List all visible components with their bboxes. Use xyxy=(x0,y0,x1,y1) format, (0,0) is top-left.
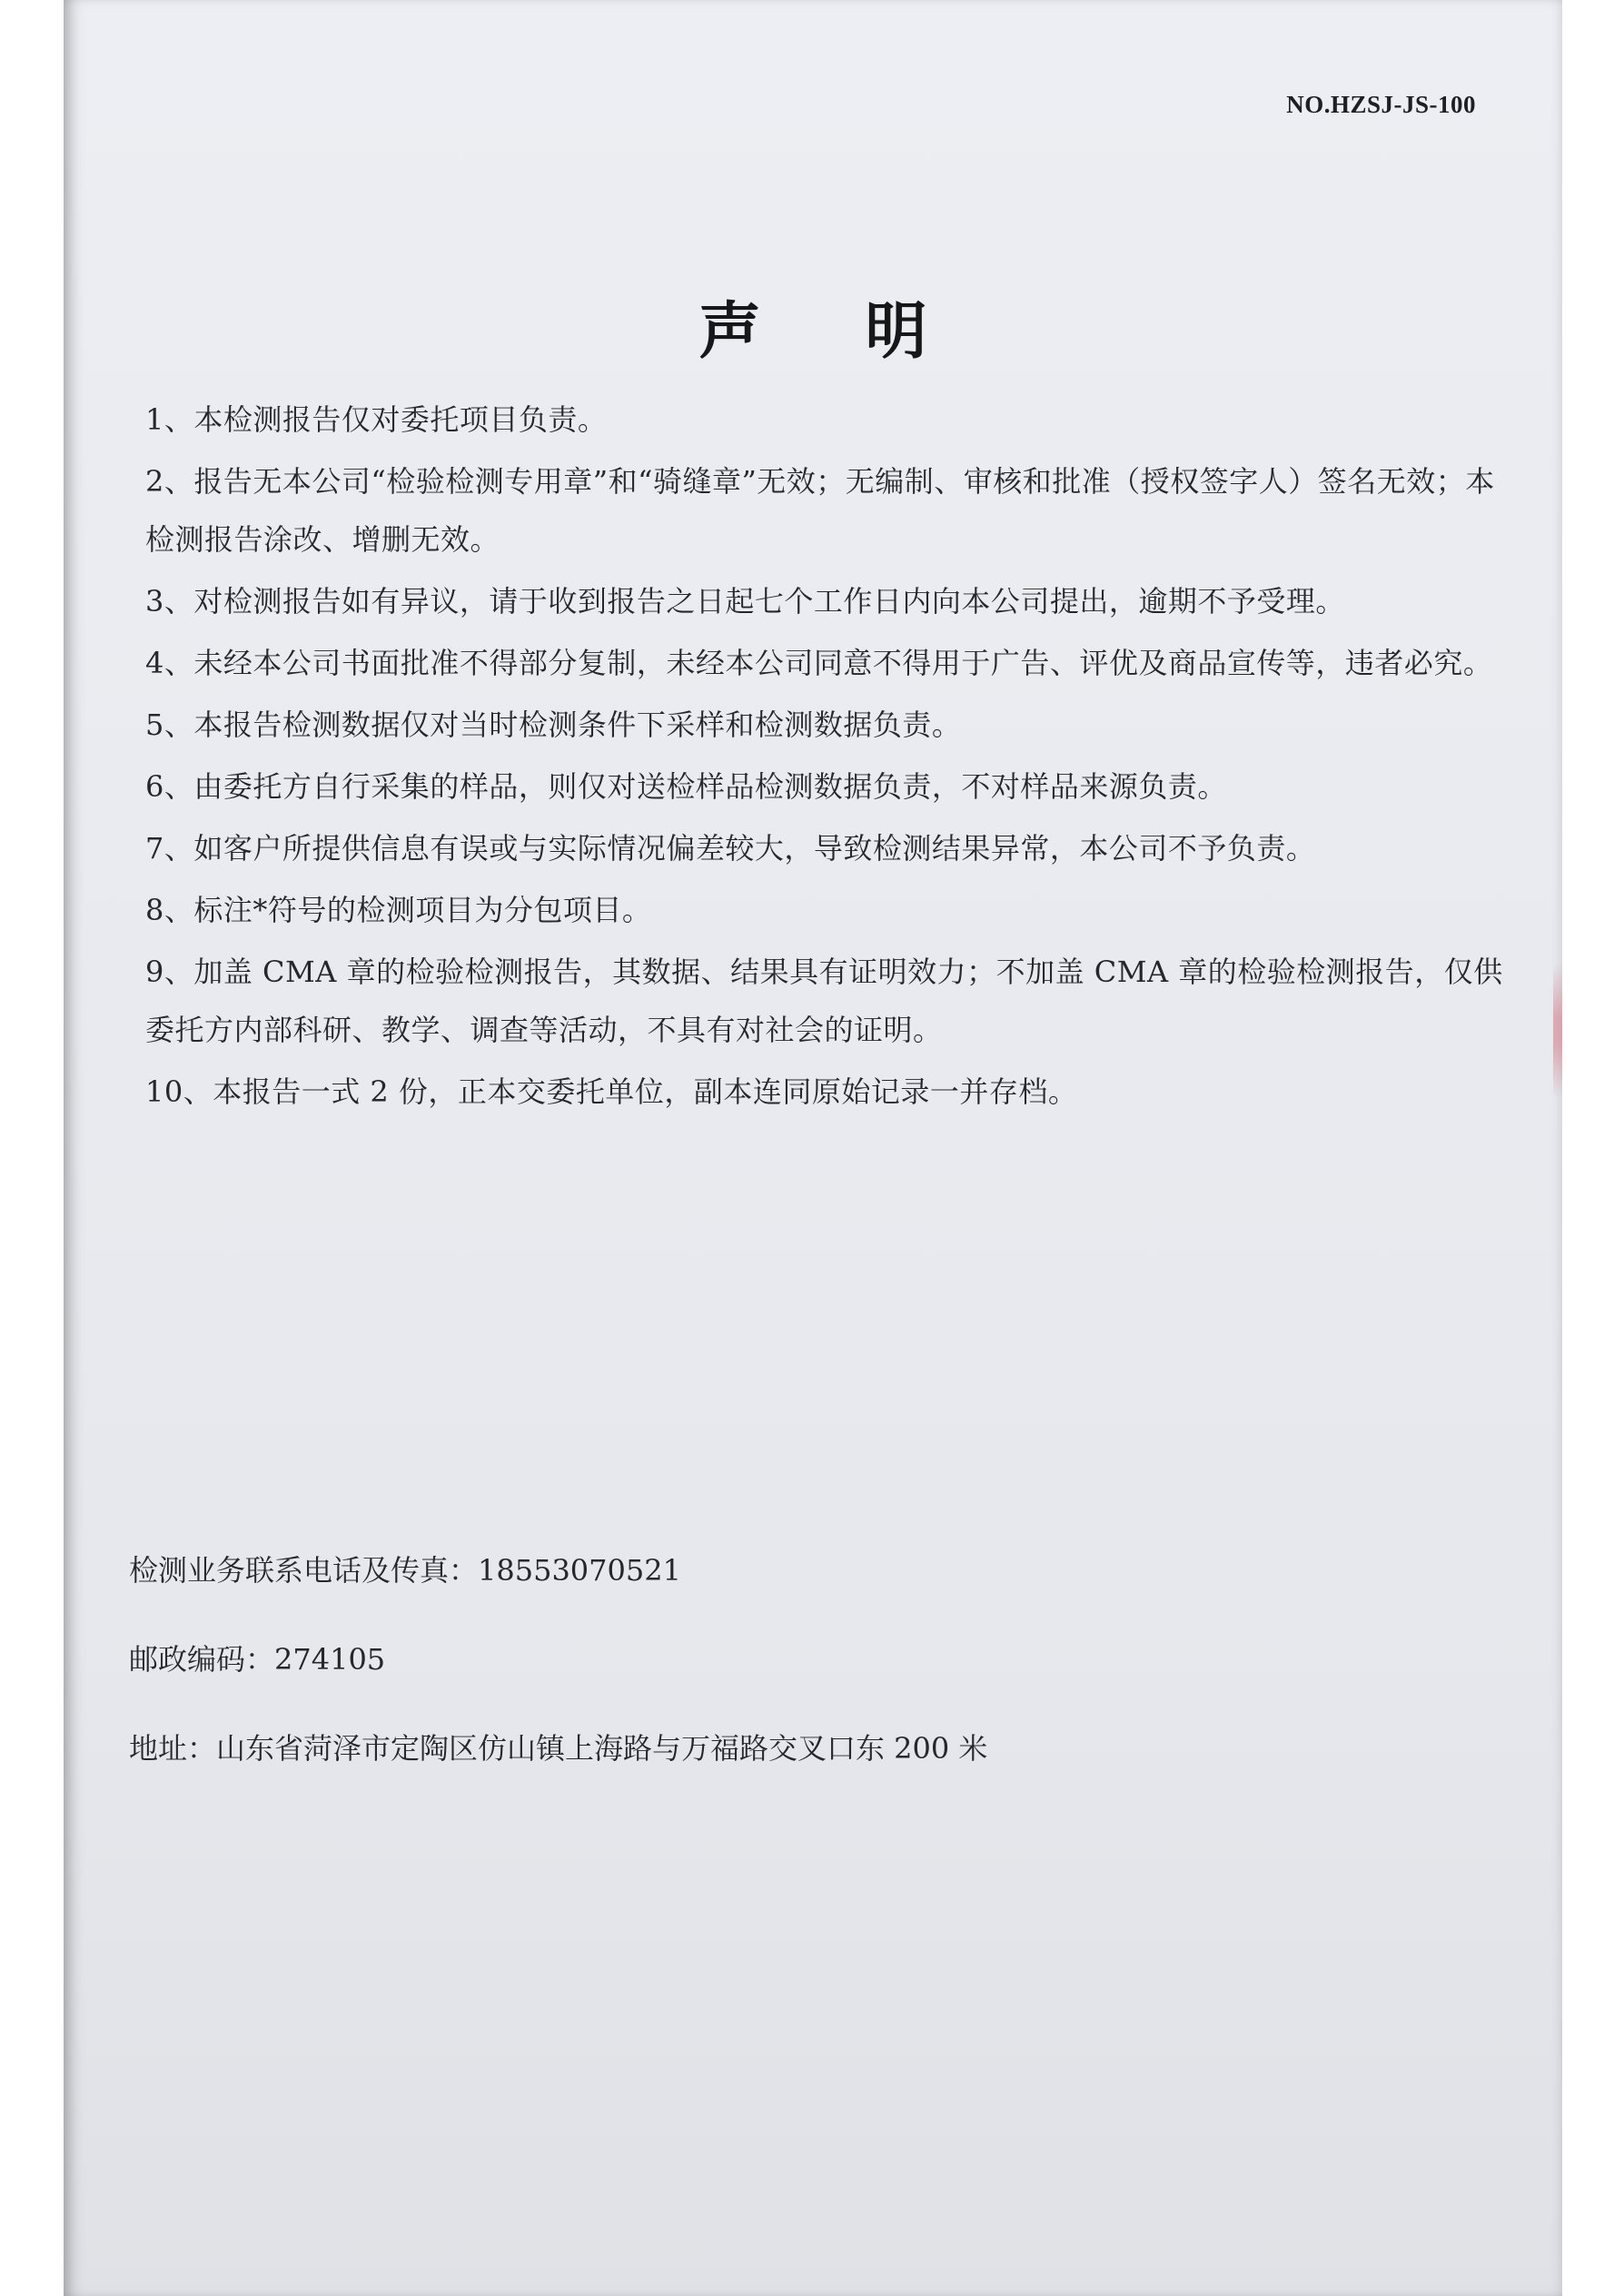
clause-8: 8、标注*符号的检测项目为分包项目。 xyxy=(145,893,652,927)
clause-9: 9、加盖 CMA 章的检验检测报告，其数据、结果具有证明效力；不加盖 CMA 章的检验检测报告，仅供委托方内部科研、教学、调查等活动，不具有对社会的证明。 xyxy=(145,955,1503,1047)
clause-5: 5、本报告检测数据仅对当时检测条件下采样和检测数据负责。 xyxy=(145,708,962,742)
contact-address: 地址：山东省菏泽市定陶区仿山镇上海路与万福路交叉口东 200 米 xyxy=(129,1731,988,1766)
contact-postcode: 邮政编码：274105 xyxy=(129,1642,386,1677)
clause-3: 3、对检测报告如有异议，请于收到报告之日起七个工作日内向本公司提出，逾期不予受理。 xyxy=(145,584,1345,619)
clause-10: 10、本报告一式 2 份，正本交委托单位，副本连同原始记录一并存档。 xyxy=(145,1074,1078,1109)
clause-2: 2、报告无本公司“检验检测专用章”和“骑缝章”无效；无编制、审核和批准（授权签字人）签名无效；本检测报告涂改、增删无效。 xyxy=(145,464,1495,557)
clause-6: 6、由委托方自行采集的样品，则仅对送检样品检测数据负责，不对样品来源负责。 xyxy=(145,769,1227,804)
clause-4: 4、未经本公司书面批准不得部分复制，未经本公司同意不得用于广告、评优及商品宣传等，违者必究。 xyxy=(145,646,1493,680)
contact-phone-fax: 检测业务联系电话及传真：18553070521 xyxy=(129,1553,681,1588)
document-number: NO.HZSJ-JS-100 xyxy=(1286,91,1476,118)
clause-1: 1、本检测报告仅对委托项目负责。 xyxy=(145,402,608,437)
seal-edge-mark xyxy=(1553,963,1562,1099)
statement-clauses xyxy=(145,391,1517,1124)
contact-info xyxy=(129,1549,1446,1816)
document-page xyxy=(64,0,1562,2296)
page-title: 声明 xyxy=(698,294,1032,368)
clause-7: 7、如客户所提供信息有误或与实际情况偏差较大，导致检测结果异常，本公司不予负责。 xyxy=(145,831,1316,866)
